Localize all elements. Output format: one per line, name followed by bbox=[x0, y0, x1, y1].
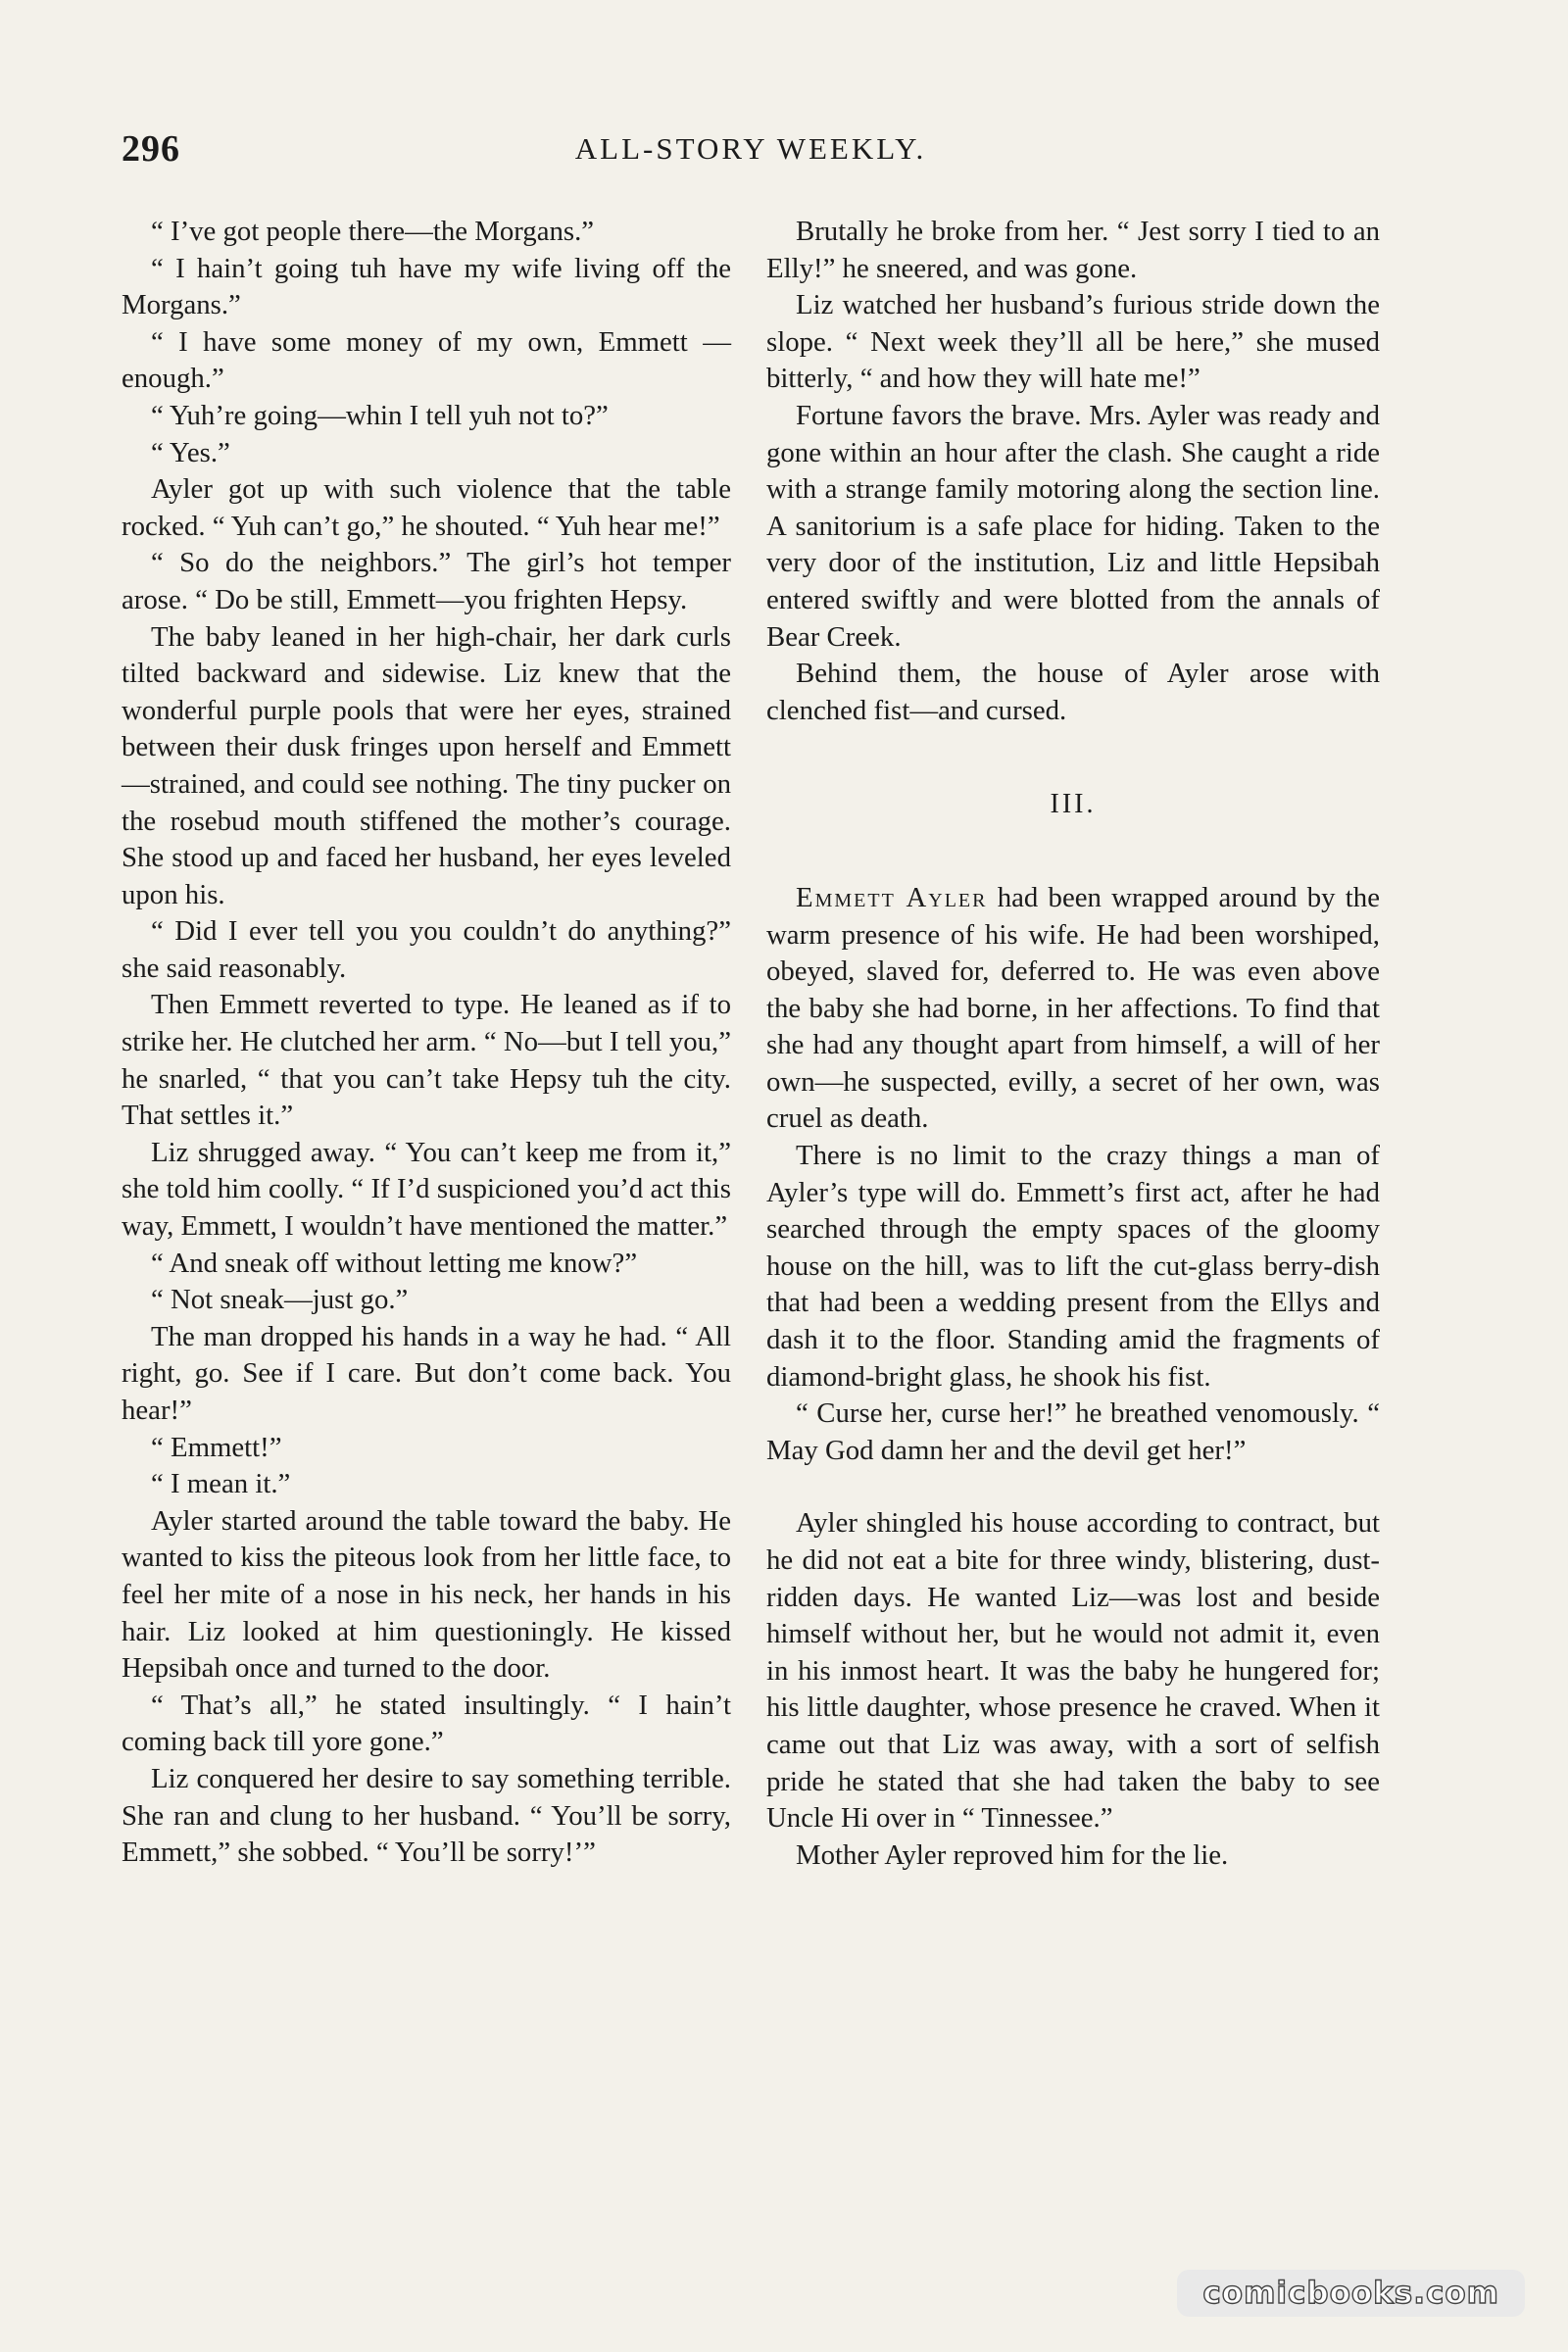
paragraph: “ Not sneak—just go.” bbox=[151, 1284, 409, 1316]
opening-smallcaps-name: Emmett Ayler bbox=[796, 881, 988, 913]
paragraph: Behind them, the house of Ayler arose with clenched fist—and cursed. bbox=[766, 658, 1380, 726]
paragraph: “ Emmett!” bbox=[151, 1431, 282, 1463]
paragraph: Fortune favors the brave. Mrs. Ayler was ready and gone within an hour after the clash. She caught a ride with a strange family motoring along the section line. A sanitorium is a safe place for hiding. Taken to the very door of the institution, Liz and little Hepsibah entered swiftly and were blotted from the annals of Bear Creek. bbox=[766, 399, 1380, 653]
paragraph: “ Yes.” bbox=[151, 436, 230, 468]
paragraph: There is no limit to the crazy things a man of Ayler’s type will do. Emmett’s first act, after he had searched through the empty spaces of the gloomy house on the hill, was to lift the cut-glass berry-dish that had been a wedding present from the Ellys and dash it to the floor. Standing amid the fragments of diamond-bright glass, he shook his fist. bbox=[766, 1140, 1380, 1393]
watermark-logo: comicbooks.com bbox=[1177, 2270, 1525, 2317]
paragraph: “ Curse her, curse her!” he breathed venomously. “ May God damn her and the devil get her!” bbox=[766, 1397, 1380, 1466]
running-title: ALL-STORY WEEKLY. bbox=[574, 131, 927, 166]
section-heading: III. bbox=[1050, 789, 1097, 820]
paragraph: “ So do the neighbors.” The girl’s hot temper arose. “ Do be still, Emmett—you frighten Hepsy. bbox=[122, 547, 731, 615]
paragraph: Ayler shingled his house according to contract, but he did not eat a bite for three windy, blistering, dust-ridden days. He wanted Liz—was lost and beside himself without her, but he would not admit it, even in his inmost heart. It was the baby he hungered for; his little daughter, whose presence he craved. When it came out that Liz was away, with a sort of selfish pride he stated that she had taken the baby to see Uncle Hi over in “ Tinnessee.” bbox=[766, 1507, 1380, 1835]
paragraph: Ayler got up with such violence that the table rocked. “ Yuh can’t go,” he shouted. “ Yuh hear me!” bbox=[122, 473, 731, 542]
paragraph: “ Yuh’re going—whin I tell yuh not to?” bbox=[151, 399, 609, 431]
opening-text: had been wrapped around by the warm presence of his wife. He had been worshiped, obeyed, slaved for, deferred to. He was even above the baby she had borne, in her affections. To find that she had any thought apart from himself, a will of her own—he suspected, evilly, a secret of her own, was cruel as death. bbox=[766, 881, 1380, 1135]
paragraph: Ayler started around the table toward the baby. He wanted to kiss the piteous look from her little face, to feel her mite of a nose in his neck, her hands in his hair. Liz looked at him questioningly. He kissed Hepsibah once and turned to the door. bbox=[122, 1504, 731, 1685]
paragraph: Brutally he broke from her. “ Jest sorry I tied to an Elly!” he sneered, and was gone. bbox=[766, 216, 1380, 284]
paragraph: The man dropped his hands in a way he had. “ All right, go. See if I care. But don’t come back. You hear!” bbox=[122, 1320, 731, 1426]
paragraph: “ I mean it.” bbox=[151, 1468, 291, 1500]
paragraph: “ That’s all,” he stated insultingly. “ I hain’t coming back till yore gone.” bbox=[122, 1689, 731, 1758]
paragraph: “ I’ve got people there—the Morgans.” bbox=[151, 216, 595, 247]
paragraph: The baby leaned in her high-chair, her dark curls tilted backward and sidewise. Liz knew that the wonderful purple pools that were her eyes, strained between their dusk fringes upon herself and Emmett—strained, and could see nothing. The tiny pucker on the rosebud mouth stiffened the mother’s courage. She stood up and faced her husband, her eyes leveled upon his. bbox=[122, 620, 731, 910]
section-opening-paragraph bbox=[766, 880, 1380, 1138]
page-number: 296 bbox=[122, 128, 180, 170]
paragraph: Liz shrugged away. “ You can’t keep me from it,” she told him coolly. “ If I’d suspicioned you’d act this way, Emmett, I wouldn’t have mentioned the matter.” bbox=[122, 1136, 731, 1243]
page-header bbox=[122, 127, 1380, 186]
paragraph: Mother Ayler reproved him for the lie. bbox=[796, 1838, 1229, 1871]
paragraph: “ And sneak off without letting me know?” bbox=[151, 1247, 638, 1279]
paragraph: Liz conquered her desire to say something terrible. She ran and clung to her husband. “ You’ll be sorry, Emmett,” she sobbed. “ You’ll be sorry!’” bbox=[122, 1762, 731, 1869]
paragraph: “ I hain’t going tuh have my wife living off the Morgans.” bbox=[122, 252, 731, 321]
left-column bbox=[122, 214, 731, 1872]
paragraph: “ Did I ever tell you you couldn’t do anything?” she said reasonably. bbox=[122, 915, 731, 984]
right-column bbox=[766, 214, 1380, 1874]
paragraph: “ I have some money of my own, Emmett —enough.” bbox=[122, 325, 731, 395]
paragraph: Then Emmett reverted to type. He leaned as if to strike her. He clutched her arm. “ No—but I tell you,” he snarled, “ that you can’t take Hepsy tuh the city. That settles it.” bbox=[122, 989, 731, 1132]
paragraph: Liz watched her husband’s furious stride down the slope. “ Next week they’ll all be here,” she mused bitterly, “ and how they will hate me!” bbox=[766, 289, 1380, 395]
